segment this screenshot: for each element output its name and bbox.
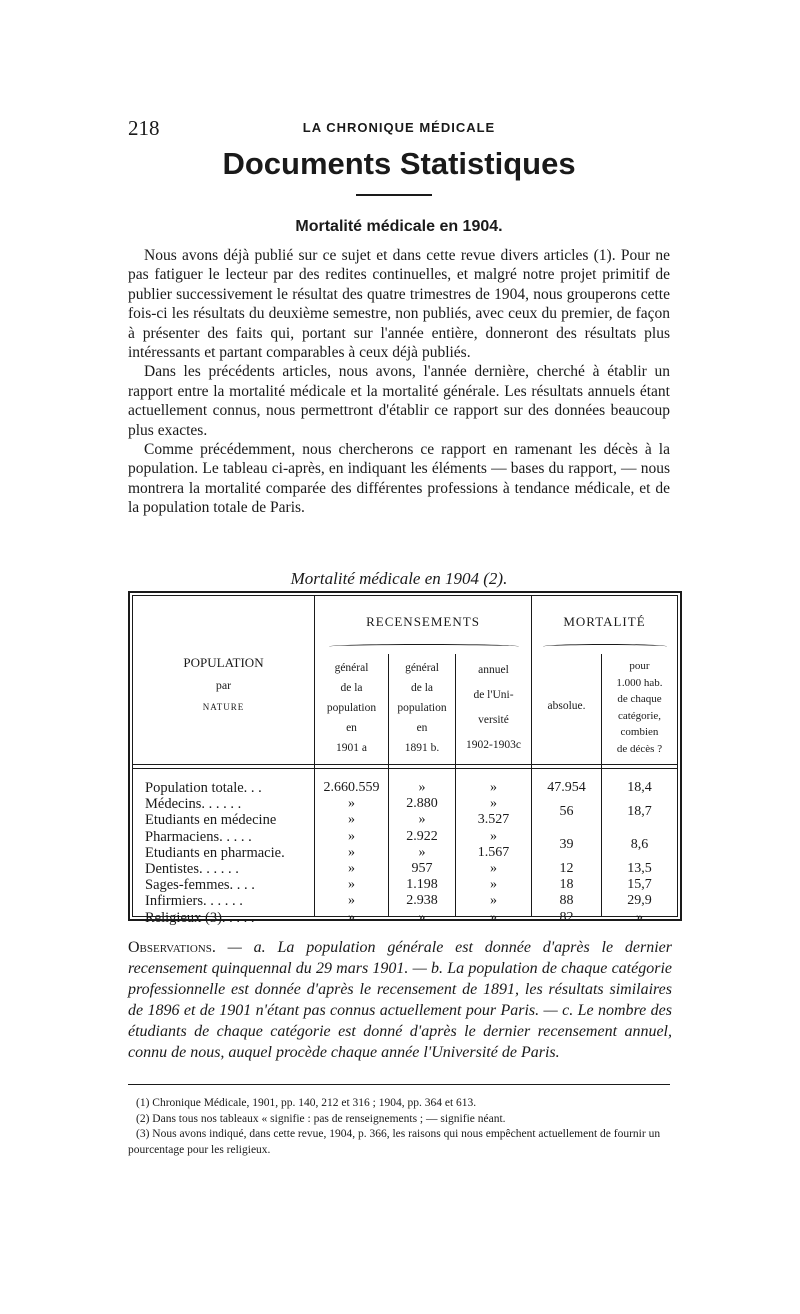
table-cell: 2.880 [406,796,438,812]
table-cell: 2.660.559 [323,780,380,795]
table-cell: 15,7 [627,877,652,893]
table-cell: 12 [559,860,574,876]
article-subtitle: Mortalité médicale en 1904. [295,218,503,235]
header-line: population [397,702,447,714]
header-line: combien [620,726,659,738]
journal-name: LA CHRONIQUE MÉDICALE [302,120,496,135]
table-cell: 18,4 [627,780,652,795]
table-cell: » [490,860,497,876]
row-label: Etudiants en médecine [145,812,277,829]
header-line: annuel [478,664,509,676]
header-line: général [405,662,439,674]
table-cell: » [418,812,426,828]
paragraph: Dans les précédents articles, nous avons, l'année dernière, cherché à établir un rapport entre la mortalité médicale et la mortalité générale. Les résultats annuels étant actuellement connus, nous permettront d'établir ce rapport sur des données beaucoup plus exactes. [128,363,670,439]
table-cell: » [490,828,497,844]
header-rule [133,764,677,765]
header-line: de chaque [617,693,662,705]
table-cell: 47.954 [547,780,586,795]
header-line: population [326,702,377,714]
table-cell: » [348,909,355,925]
header-line: de la [340,682,363,694]
col-header-pour-1000 [602,658,677,757]
table-cell: » [348,860,355,876]
row-label: Religieux (3). . . . . [145,909,255,926]
group-header-mortalite: MORTALITÉ [563,614,646,629]
page-number: 218 [128,116,160,140]
table-cell: » [490,796,497,812]
table-cell: » [490,893,497,909]
header-line: NATURE [202,702,245,712]
header-line: 1902-1903c [466,739,521,751]
col-values-annuel [456,780,531,926]
paragraph: Comme précédemment, nous chercherons ce rapport en ramenant les décès à la population. Le tableau ci-après, en indiquant les éléments — bases du rapport, — nous montrera la mortalité comparée des différentes professions à tendance médicale, et de la population totale de Paris. [128,441,670,517]
table-cell: » [348,893,355,909]
observations [128,937,672,1063]
header-line: 1.000 hab. [616,676,663,689]
header-line: de la [410,682,434,694]
table-cell: 88 [559,893,574,909]
table-cell: 82 [559,909,574,925]
col-values-pour-1000 [602,780,677,926]
footnotes [128,1096,670,1158]
table-cell: » [348,812,355,828]
header-line: POPULATION [183,655,264,670]
row-label: Dentistes. . . . . . [145,860,239,877]
table-cell: » [490,780,497,795]
table-cell: 2.938 [406,893,438,909]
header-line: en [416,722,428,734]
col-values-1891 [389,780,455,926]
table-cell: » [348,844,355,860]
table-cell: 13,5 [627,860,652,876]
footnote: (2) Dans tous nos tableaux « signifie : pas de renseignements ; — signifie néant. [136,1112,506,1125]
header-line: de décès ? [616,742,663,755]
table-cell: 29,9 [627,893,652,909]
col-header-annuel [456,658,531,758]
group-header-recensements: RECENSEMENTS [366,614,480,629]
header-line: versité [478,714,509,726]
header-line: pour [629,660,650,672]
row-label: Pharmaciens. . . . . [145,828,252,845]
mortality-table [132,595,678,926]
row-label: Etudiants en pharmacie. [145,844,285,861]
table-cell: 18 [559,877,574,893]
footnote: (1) Chronique Médicale, 1901, pp. 140, 212 et 316 ; 1904, pp. 364 et 613. [136,1097,477,1109]
table-cell: 8,6 [630,836,649,852]
observations-text: — a. La population générale est donnée d'après le dernier recensement quinquennal du 29 mars 1901. — b. La population de chaque catégorie professionnelle est donnée d'après le recensement de 1891, les résultats similaires de 1896 et de 1901 n'étant pas connus actuellement pour Paris. — c. Le nombre des étudiants de chaque catégorie est donné d'après le dernier recensement annuel, connu de nous, auquel procède chaque année l'Université de Paris. [128,939,672,1061]
table-cell: 39 [559,836,574,852]
header-brace [329,644,519,649]
row-labels [145,780,315,926]
footnote: (3) Nous avons indiqué, dans cette revue, 1904, p. 366, les raisons qui nous empêchent actuellement de fournir un pourcentage pour les religieux. [128,1128,661,1156]
row-label: Sages-femmes. . . . [145,877,255,894]
table-cell: 3.527 [477,812,510,828]
article-title: Documents Statistiques [222,146,576,181]
table-cell: 957 [411,860,433,876]
footnote-rule [128,1084,670,1085]
observations-lead: Observations. [128,939,216,956]
header-brace [543,644,667,649]
table-cell: 1.198 [406,877,438,893]
table-cell: 56 [559,804,574,820]
col-values-absolue [532,780,601,926]
row-label: Population totale. . . [145,780,262,796]
table-cell: » [418,844,426,860]
header-line: général [334,662,369,674]
header-line: par [215,678,232,692]
table-cell: » [348,877,355,893]
table-cell: » [490,909,497,925]
row-label: Médecins. . . . . . [145,796,242,813]
row-label: Infirmiers. . . . . . [145,893,243,910]
article-body [128,246,670,518]
table-cell: » [418,909,426,925]
paragraph: Nous avons déjà publié sur ce sujet et dans cette revue divers articles (1). Pour ne pas fatiguer le lecteur par des redites continuelles, et malgré notre projet primitif de publier successivement le résultat des quatre trimestres de 1904, nous grouperons cette fois-ci les résultats du deuxième semestre, non publiés, avec ceux du premier, de façon à présenter des faits qui, portant sur l'année entière, donneront des résultats plus intéressants et partant comparables à ceux déjà publiés. [128,247,670,362]
title-rule [356,194,432,196]
table-cell: 2.922 [406,828,438,844]
header-line: catégorie, [617,709,662,722]
running-head [128,116,670,138]
header-line: en [346,722,357,734]
table-cell: » [636,909,643,925]
table-cell: » [348,828,355,844]
table-cell: 18,7 [627,804,652,820]
header-line: de l'Uni- [473,689,514,701]
table-caption: Mortalité médicale en 1904 (2). [290,569,508,588]
col-header-1891 [389,658,455,758]
table-cell: 1.567 [477,844,510,860]
col-header-absolue: absolue. [547,700,586,712]
table-cell: » [490,877,497,893]
header-line: 1901 a [336,742,367,754]
table-cell: » [348,796,355,812]
header-line: 1891 b. [404,742,440,754]
header-rule [133,768,677,769]
col-header-1901 [315,658,388,758]
col-values-1901 [315,780,388,926]
table-cell: » [418,780,426,795]
col-header-population [133,652,314,718]
